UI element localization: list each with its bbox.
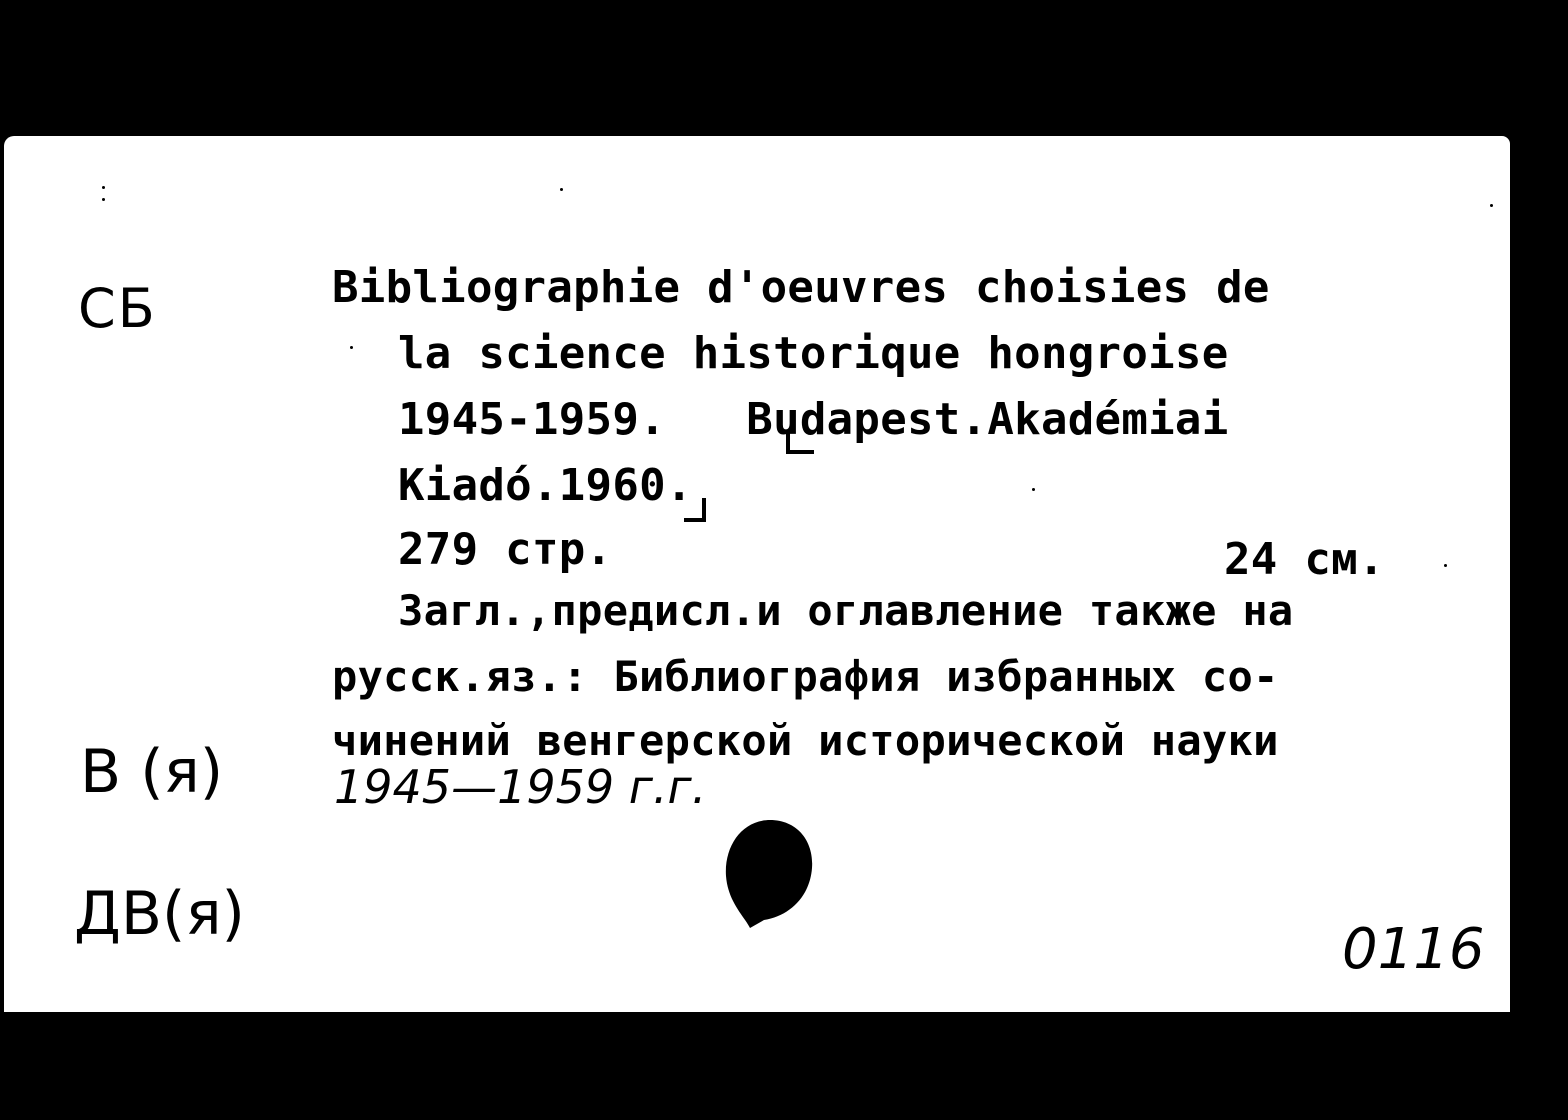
dust-speck <box>1490 204 1493 207</box>
dust-speck <box>350 346 353 349</box>
dust-speck <box>102 198 105 201</box>
catalog-card <box>4 136 1510 1012</box>
title-line-4: Kiadó.1960. <box>398 460 693 511</box>
handwritten-years: 1945—1959 г.г. <box>334 760 707 814</box>
note-line-3: чинений венгерской исторической науки <box>332 716 1279 765</box>
class-code-2: ДВ(я) <box>74 879 245 949</box>
note-line-2: русск.яз.: Библиография избранных со- <box>332 652 1279 701</box>
dust-speck <box>1444 564 1447 567</box>
title-line-2: la science historique hongroise <box>398 328 1229 379</box>
bracket-mark <box>676 490 716 530</box>
note-line-1: Загл.,предисл.и оглавление также на <box>398 586 1294 635</box>
size: 24 см. <box>1224 534 1385 585</box>
title-line-3: 1945-1959. Budapest.Akadémiai <box>398 394 1229 445</box>
shelf-mark: СБ <box>78 277 157 340</box>
pages: 279 стр. <box>398 524 613 575</box>
bracket-mark <box>784 426 824 466</box>
class-code-1: B (я) <box>80 737 224 807</box>
dust-speck <box>560 188 563 191</box>
title-line-1: Bibliographie d'oeuvres choisies de <box>332 262 1270 313</box>
card-number: 0116 <box>1342 917 1485 982</box>
punch-hole <box>720 816 820 932</box>
dust-speck <box>1032 488 1035 491</box>
dust-speck <box>102 186 105 189</box>
